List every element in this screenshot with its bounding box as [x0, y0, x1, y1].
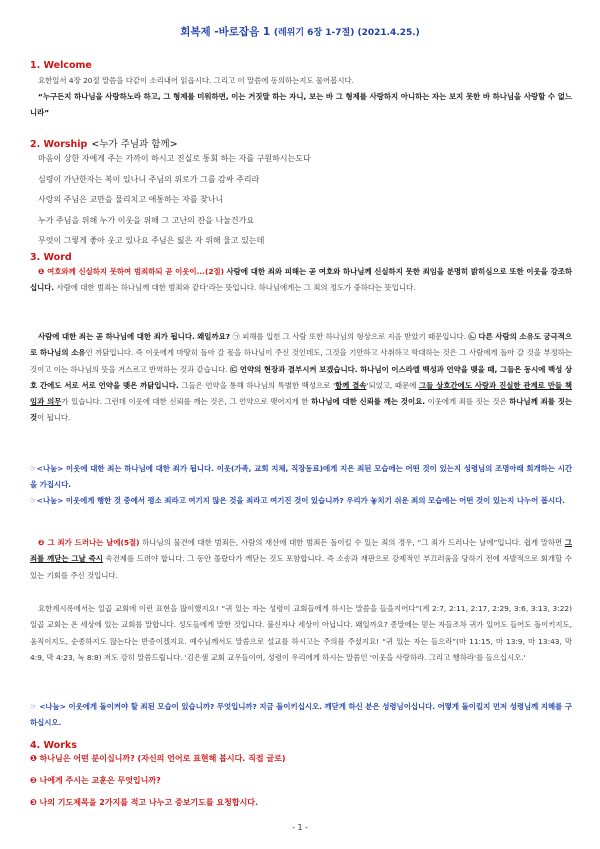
point1-share2: ☞<나눔> 이웃에게 행한 것 중에서 평소 죄라고 여기지 않은 것을 죄라고 여기진 것이 있습니까? 우리가 놓치기 쉬운 죄의 모습에는 어떤 것이 있는지 나누어 봅시다.: [30, 496, 566, 505]
point1-p2-b-bold: ㉡ 다른 사람의 소유도 궁극적으로 하나님의 소유: [30, 332, 573, 358]
word-point1-body: [30, 329, 572, 427]
lyric-line: 무엇이 그렇게 좋아 웃고 있나요 주님은 잃은 자 위해 울고 있는데: [38, 236, 265, 245]
word-point1-lead: [30, 264, 572, 297]
worship-heading-label: 2. Worship: [30, 139, 88, 150]
point1-p2-c-underline1: 함께 결속: [335, 380, 367, 390]
works-item-3: ❸ 나의 기도제목을 2가지를 적고 나누고 중보기도를 요청합시다.: [30, 798, 259, 807]
page-number: - 1 -: [292, 823, 308, 832]
point2-p1-underline: 그 죄를 깨닫는 그날 즉시: [30, 538, 572, 564]
welcome-intro: 요한일서 4장 20절 말씀을 다같이 소리내어 읽읍시다. 그리고 이 말씀에 동의하는지도 물어봅시다.: [38, 76, 354, 85]
point1-p2-c-underline2: 그들 상호간에도 사랑과 진실한 관계로 만들 책임과 의무: [30, 380, 572, 407]
works-item-2: ❷ 나에게 주시는 교훈은 무엇입니까?: [30, 776, 161, 785]
welcome-quote: “누구든지 하나님을 사랑하노라 하고, 그 형제를 미워하면, 이는 거짓말 하는 자니, 보는 바 그 형제를 사랑하지 아니하는 자는 보지 못한 바 하나님을 사랑할 수 없느니라”: [30, 92, 572, 118]
point1-p2-c-bold: ㉢ 언약의 현장과 결부시켜 보겠습니다. 하나님이 이스라엘 백성과 언약을 맺을 때, 그들은 동시에 백성 상호 간에도 서로 서로 언약을 맺은 까닭입니다.: [30, 364, 573, 390]
point1-p2-a: ㉠ 피해를 입힌 그 사람 또한 하나님의 형상으로 지음 받았기 때문입니다.: [232, 332, 467, 341]
point1-p2-c-bold3: 하나님께 죄를 짓는 것: [30, 397, 572, 423]
point2-title: ❷ 그 죄가 드러나는 날에(5절): [38, 538, 140, 547]
worship-lyrics: [38, 149, 311, 252]
point2-p2: 요한계시록에서는 일곱 교회에 이런 표현을 많이했지요! “귀 있는 자는 성령이 교회들에게 하시는 말씀을 들을지어다”(계 2:7, 2:11, 2:17, 2:29, 3:6, 3:13, 3:22) 일곱 교회는 온 세상에 있는 교회를 말합니다. 성도들에게 말한 것입니다. 불신자나 세상이 아닙니다. 왜일까요? 종말에는 믿는 자들조차 귀가 있어도 들어도 돌이키지도, 움직이지도, 순종하지도 않는다는 반증이겠지요. 예수님께서도 말씀으로 설교를 하시고는 주의를 주셨지요! “귀 있는 자는 들으라”(마 11:15, 마 13:9, 마 13:43, 막 4:9, 막 4:23, 눅 8:8) 저도 강히 말씀드립니다. '김은샘 교회 교우들이여, 성령이 우리에게 하시는 말씀인 '이웃을 사랑하라. 그리고 행하라'를 들으십시오.': [30, 604, 572, 662]
welcome-heading: 1. Welcome: [30, 60, 92, 71]
title-main: 회복제 -바로잡음 1: [180, 26, 271, 38]
point2-p1-b: 속건제를 드려야 합니다. 그 동안 몰랐다가 깨닫는 것도 포함합니다. 즉 소송과 재판으로 강제적인 부끄러움을 당하기 전에 자발적으로 회개할 수 있는 기회를 주신 것입니다.: [30, 554, 572, 580]
point1-p2-c-rest: 그들은 언약을 통해 하나님의 특별한 백성으로 ': [181, 380, 335, 390]
point1-lead: 사람에 대한 죄와 피해는 곧 여호와 하나님께 신실하지 못한 죄임을 분명히 밝히심으로 또한 이웃을 강조하십니다.: [30, 267, 572, 293]
point1-lead-rest: 사람에 대한 범죄는 하나님께 대한 범죄와 같다’라는 뜻입니다. 하나님에게는 그 죄의 정도가 중하다는 뜻입니다.: [56, 283, 416, 293]
worship-song-title: <누가 주님과 함께>: [91, 139, 178, 150]
works-heading: 4. Works: [30, 740, 77, 751]
title-subtitle: (레위기 6장 1-7절) (2021.4.25.): [273, 28, 420, 38]
point1-share1: ☞<나눔> 이웃에 대한 죄는 하나님에 대한 죄가 됩니다. 이웃(가족, 교회 지체, 직장동료)에게 지은 죄된 모습에는 어떤 것이 있는지 성령님의 조명아래 회개하는 시간을 가집시다.: [30, 464, 572, 490]
word-point2-body: [30, 535, 572, 584]
point2-share: ☞ <나눔> 이웃에게 돌이켜야 할 죄된 모습이 있습니까? 무엇입니까? 지금 돌이키십시오. 깨닫게 하신 분은 성령님이십니다. 어떻게 돌이킬지 먼저 성령님께 지혜를 구하십시오.: [30, 702, 572, 728]
point1-p2-c-rest2: '되었고, 때문에: [366, 380, 420, 390]
point1-p2-c-rest3: 가 있습니다. 그런데 이웃에 대한 신뢰를 깨는 것은, 그 언약으로 맺어지게 한: [61, 397, 312, 407]
lyric-line: 심령이 가난한자는 복이 있나니 주님의 위로가 그를 감싸 주리라: [38, 174, 260, 184]
page-title: [0, 24, 600, 39]
point1-p2-c-bold2: 하나님에 대한 신뢰를 깨는 것이요.: [311, 397, 426, 407]
point1-p2-why: 왜일까요?: [197, 332, 231, 341]
point1-p2-b-rest: 인 까닭입니다. 즉 이웃에게 마땅히 돌아 갈 몫을 하나님이 주신 것인데도, 그것을 기만하고 사취하고 학대하는 것은 그 사람에게 돌아 갈 것을 부정하는 것이고 이는 하나님의 뜻을 거스르고 반역하는 것과 같습니다.: [30, 348, 572, 374]
point1-p2-c-rest5: 이 됩니다.: [37, 413, 71, 423]
lyric-line: 누가 주님을 위해 누가 이웃을 위해 그 고난의 잔을 나눌건가요: [38, 215, 255, 225]
worship-heading: [30, 136, 178, 150]
word-heading: 3. Word: [30, 252, 72, 263]
point1-title: ❶ 여호와께 신실하지 못하여 범죄하되 곧 이웃이...(2절): [38, 267, 225, 276]
point1-p2-c-rest4: 이웃에게 죄를 짓는 것은: [425, 397, 510, 407]
works-item-1: ❶ 하나님은 어떤 분이십니까? (자신의 언어로 표현해 봅시다. 직접 글로): [30, 754, 286, 763]
point2-p1-a: 하나님의 물건에 대한 범죄든, 사람의 재산에 대한 범죄든 돌이킬 수 있는 죄의 경우, “그 죄가 드러나는 날에”입니다. 쉽게 말하면: [142, 538, 565, 547]
lyric-line: 사랑의 주님은 교만을 물리치고 애통하는 자를 찾나니: [38, 195, 224, 204]
lyric-line: 마음이 상한 자에게 주는 가까이 하시고 진실로 통회 하는 자를 구원하시는도다: [38, 154, 311, 163]
point1-p2-bold: 사람에 대한 죄는 곧 하나님에 대한 죄가 됩니다.: [38, 332, 195, 341]
